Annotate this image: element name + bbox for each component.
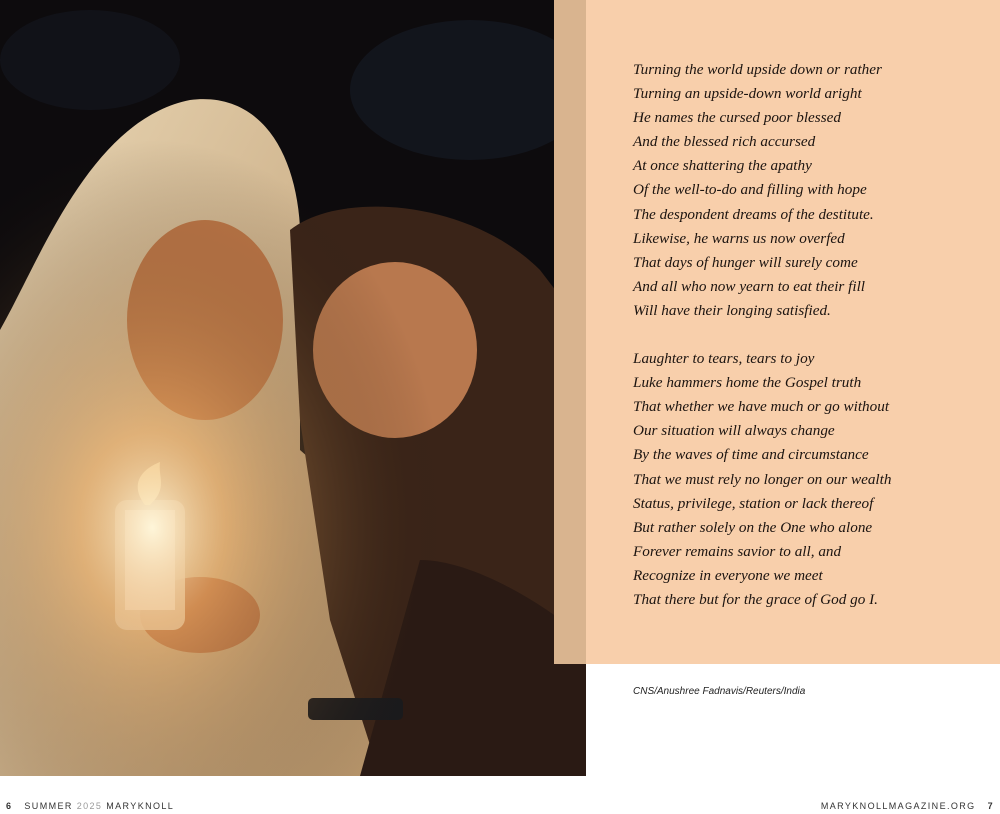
poem-line: Our situation will always change [633, 422, 835, 440]
poem-line: Turning an upside-down world aright [633, 85, 862, 103]
poem-line: Of the well-to-do and filling with hope [633, 181, 867, 199]
poem-line: The despondent dreams of the destitute. [633, 205, 874, 223]
poem-line: That there but for the grace of God go I. [633, 590, 878, 608]
page-number-left: 6 [6, 801, 13, 811]
panel-edge-strip [554, 0, 586, 664]
poem-line: And the blessed rich accursed [633, 133, 816, 151]
poem-line: Luke hammers home the Gospel truth [633, 374, 862, 392]
poem-line: That days of hunger will surely come [633, 253, 858, 271]
footer-season: SUMMER [24, 801, 73, 811]
footer-website: MARYKNOLLMAGAZINE.ORG [820, 801, 976, 811]
poem-line: Likewise, he warns us now overfed [633, 229, 845, 247]
poem-line: By the waves of time and circumstance [633, 446, 869, 464]
poem-line: Laughter to tears, tears to joy [633, 350, 815, 368]
poem-line: He names the cursed poor blessed [633, 109, 841, 127]
poem-line: Turning the world upside down or rather [633, 61, 882, 78]
page-number-right: 7 [987, 801, 994, 811]
poem-line: That whether we have much or go without [633, 398, 890, 416]
footer-year: 2025 [76, 801, 103, 811]
poem-line: Status, privilege, station or lack thereof [633, 494, 874, 512]
footer-left [6, 801, 174, 811]
poem-line: Will have their longing satisfied. [633, 301, 831, 319]
poem-line: Forever remains savior to all, and [633, 542, 842, 560]
poem-line: Recognize in everyone we meet [633, 566, 823, 584]
poem [633, 58, 993, 636]
poem-line: That we must rely no longer on our wealth [633, 470, 892, 488]
photo-credit: CNS/Anushree Fadnavis/Reuters/India [633, 686, 806, 697]
footer-brand: MARYKNOLL [106, 801, 175, 811]
poem-line: At once shattering the apathy [633, 157, 812, 175]
poem-stanza-1 [633, 58, 993, 323]
poem-line: And all who now yearn to eat their fill [633, 277, 866, 295]
footer-right [821, 801, 994, 811]
poem-line: But rather solely on the One who alone [633, 518, 873, 536]
poem-stanza-2 [633, 347, 993, 612]
